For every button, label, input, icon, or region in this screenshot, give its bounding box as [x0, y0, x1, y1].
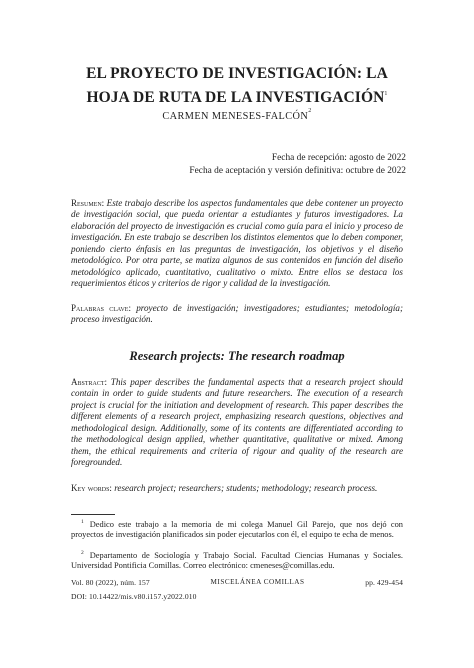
- author-footnote-mark[interactable]: 2: [308, 108, 312, 114]
- footnote-2-text: Departamento de Sociología y Trabajo Social. Facultad Ciencias Humanas y Sociales. Universidad Pontificia Comillas. Correo electrónico: cmeneses@comillas.edu.: [71, 551, 403, 571]
- footer-pages: pp. 429-454: [365, 578, 403, 587]
- author-line: [60, 108, 414, 122]
- title-footnote-mark[interactable]: 1: [384, 91, 388, 97]
- footer-volume: Vol. 80 (2022), núm. 157: [71, 578, 150, 587]
- resumen-block: [71, 198, 403, 290]
- received-date: Fecha de recepción: agosto de 2022: [271, 153, 406, 163]
- author-name: CARMEN MENESES-FALCÓN: [162, 111, 309, 122]
- abstract-text: This paper describes the fundamental aspects that a research project should contain in order to guide students and future researchers. The execution of a research project is crucial for the initiation and development of research. This paper describes the different elements of a research project, emphasizing research questions, objectives and methodological design. Additionally, some of its contents are differentiated according to the methodological design applied, whether quantitative, qualitative or mixed. Among them, the ethical requirements and criteria of rigour and quality of the research are foregrounded.: [71, 377, 403, 468]
- key-words-block: [71, 483, 403, 494]
- footnote-divider: [71, 514, 115, 515]
- abstract-label: Abstract:: [71, 377, 108, 387]
- palabras-clave-block: [71, 303, 403, 326]
- title-line-2-text: HOJA DE RUTA DE LA INVESTIGACIÓN: [86, 89, 385, 106]
- accepted-date: Fecha de aceptación y versión definitiva: octubre de 2022: [189, 165, 406, 176]
- key-words-label: Key words:: [71, 483, 112, 493]
- resumen-label: Resumen:: [71, 198, 105, 208]
- palabras-clave-label: Palabras clave:: [71, 303, 131, 313]
- submission-dates: [189, 152, 406, 177]
- footnote-2-mark: 2: [81, 550, 84, 556]
- title-line-2: [50, 84, 424, 108]
- english-title: Research projects: The research roadmap: [129, 349, 345, 363]
- title-line-1: EL PROYECTO DE INVESTIGACIÓN: LA: [86, 65, 388, 82]
- page-footer: [71, 578, 403, 587]
- footnote-1-mark: 1: [81, 519, 84, 525]
- footnote-1: [71, 517, 403, 541]
- key-words-text: research project; researchers; students; methodology; research process.: [114, 483, 378, 493]
- palabras-clave-text: proyecto de investigación; investigadores; estudiantes; metodología; proceso investigación.: [71, 303, 403, 325]
- resumen-text: Este trabajo describe los aspectos fundamentales que debe contener un proyecto de investigación social, que pueda orientar a estudiantes y futuros investigadores. La elaboración del proyecto de investigación es crucial como guía para el inicio y proceso de investigación. En este trabajo se describen los distintos elementos que lo deben componer, poniendo cierto énfasis en las preguntas de investigación, los objetivos y el diseño metodológico. Por otra parte, se matiza algunos de sus contenidos en función del diseño metodológico aplicado, cuantitativo, cualitativo o mixto. Entre ellos se destaca los requerimientos éticos y criterios de rigor y calidad de la investigación.: [71, 198, 404, 289]
- footer-journal: MISCELÁNEA COMILLAS: [210, 578, 305, 586]
- footnote-2: [71, 548, 403, 572]
- article-title: [50, 64, 424, 108]
- abstract-block: [71, 377, 403, 469]
- footnote-1-text: Dedico este trabajo a la memoria de mi colega Manuel Gil Parejo, que nos dejó con proyectos de investigación planificados sin poder ejecutarlos con él, el equipo te echa de menos.: [71, 520, 403, 540]
- footer-doi[interactable]: DOI: 10.14422/mis.v80.i157.y2022.010: [71, 592, 197, 601]
